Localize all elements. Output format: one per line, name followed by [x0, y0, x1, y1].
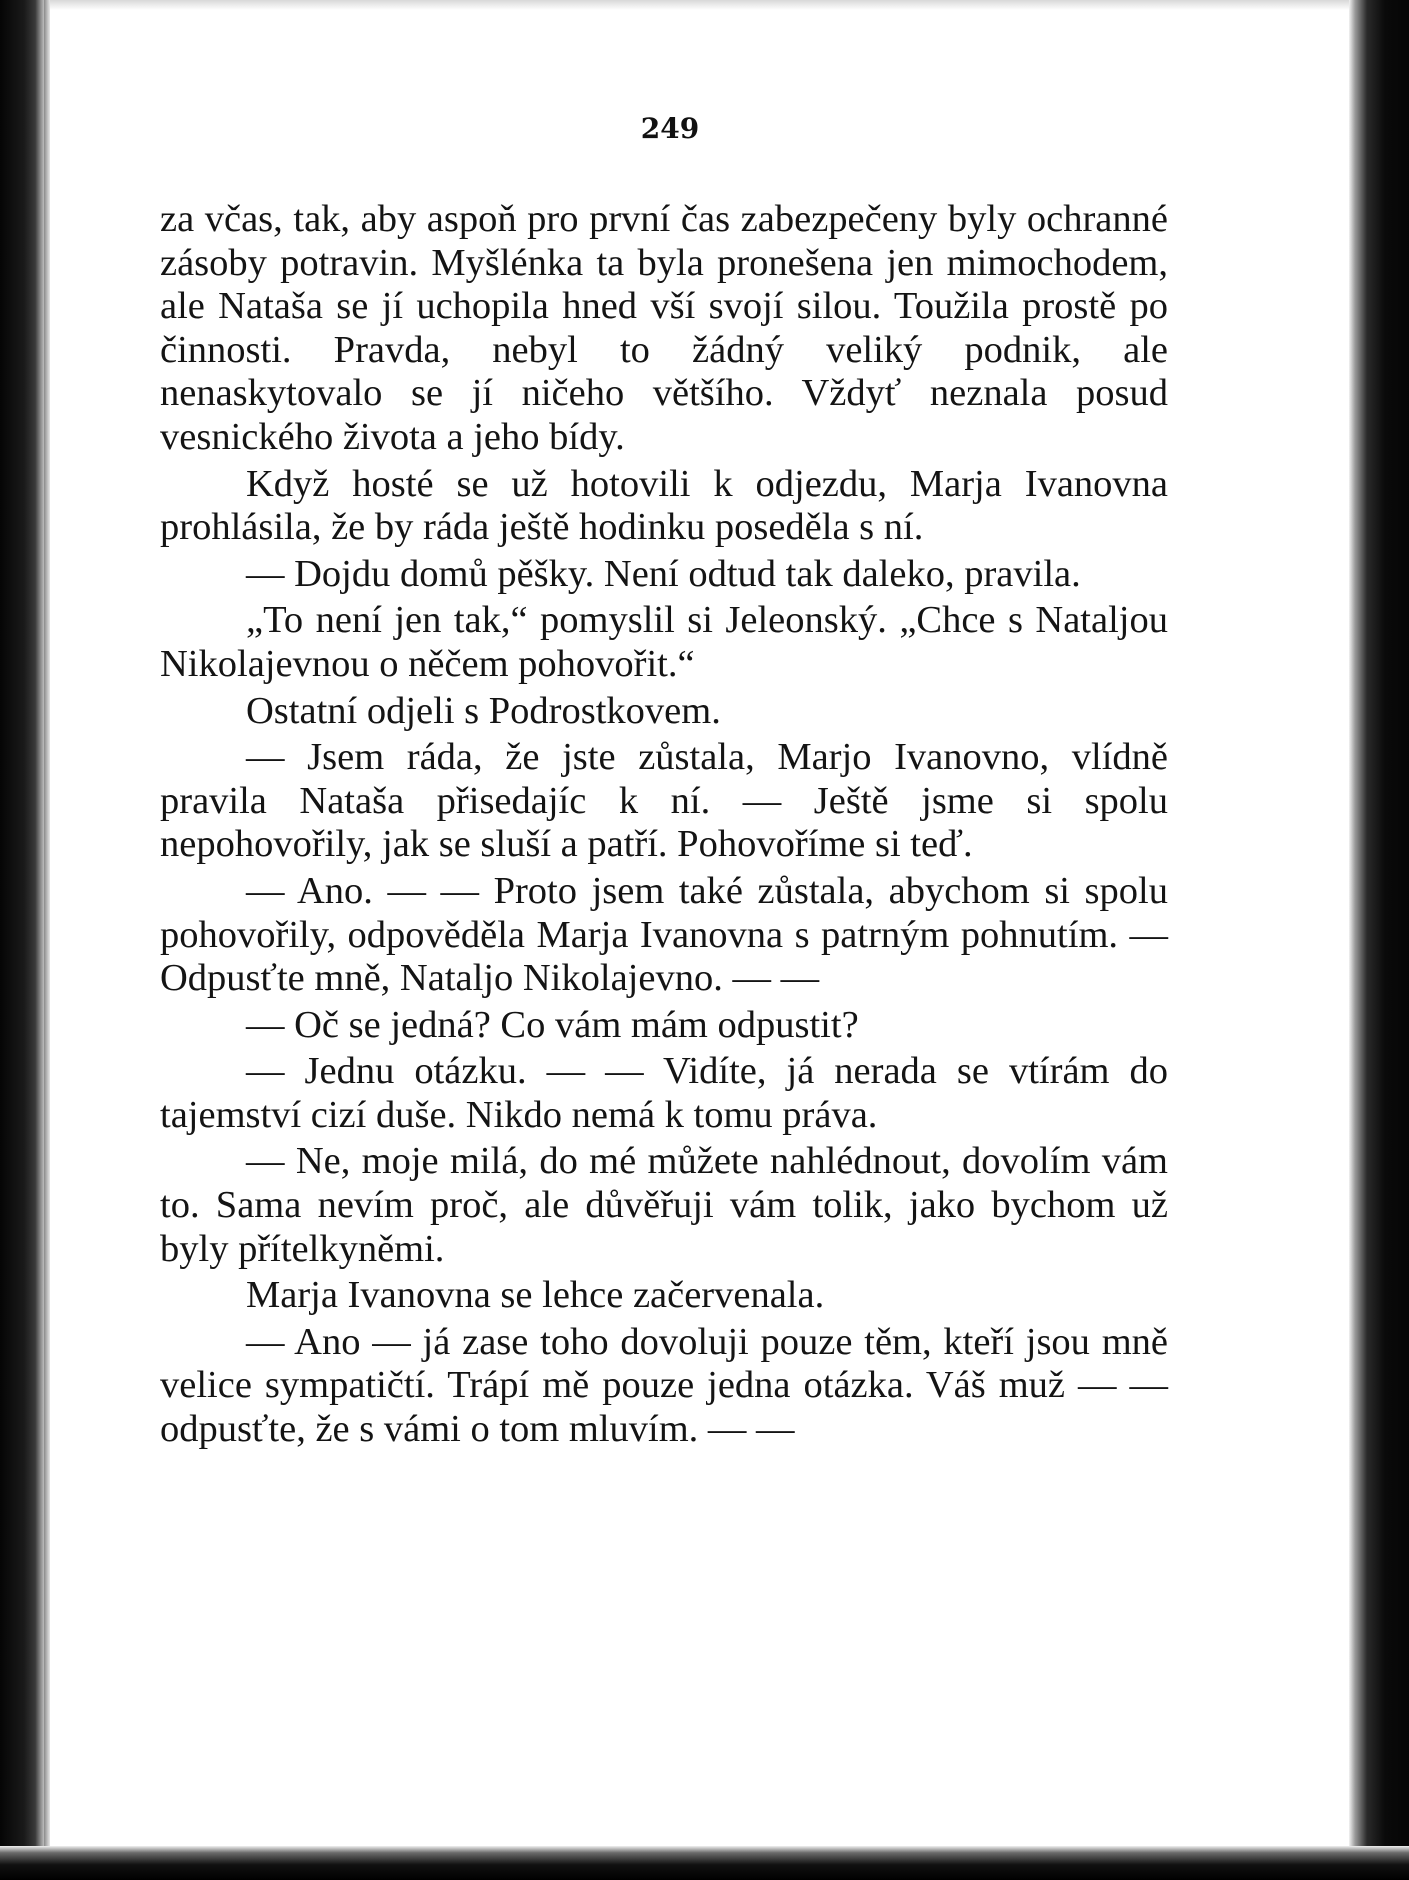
paragraph: — Oč se jedná? Co vám mám odpustit?	[246, 1003, 859, 1046]
paragraph: — Ne, moje milá, do mé můžete nahlédnout, dovolím vám to. Sama nevím proč, ale důvěřuji vám tolik, jako bychom už byly přítelkyněmi.	[160, 1140, 1168, 1270]
paragraph: za včas, tak, aby aspoň pro první čas zabezpečeny byly ochranné zásoby potravin. Myšlénka ta byla pronešena jen mimochodem, ale Nataša se jí uchopila hned vší svojí silou. Toužila prostě po činnosti. Pravda, nebyl to žádný veliký podnik, ale nenaskytovalo se jí ničeho většího. Vždyť neznala posud vesnického života a jeho bídy.	[160, 198, 1168, 458]
scan-left-edge-fade	[44, 0, 50, 1880]
paragraph: „To není jen tak,“ pomyslil si Jeleonský. „Chce s Nataljou Nikolajevnou o něčem pohovořit.“	[160, 599, 1168, 685]
scan-top-edge	[0, 0, 1409, 10]
paragraph: — Jsem ráda, že jste zůstala, Marjo Ivanovno, vlídně pravila Nataša přisedajíc k ní. — Ještě jsme si spolu nepohovořily, jak se sluší a patří. Pohovoříme si teď.	[160, 736, 1168, 866]
page-number: 249	[640, 112, 700, 145]
paragraph: Ostatní odjeli s Podrostkovem.	[246, 689, 721, 732]
scan-bottom-edge	[0, 1846, 1409, 1880]
paragraph: — Ano. — — Proto jsem také zůstala, abychom si spolu pohovořily, odpověděla Marja Ivanovna s patrným pohnutím. — Odpusťte mně, Nataljo Nikolajevno. — —	[160, 869, 1168, 1000]
paragraph: Když hosté se už hotovili k odjezdu, Marja Ivanovna prohlásila, že by ráda ještě hodinku poseděla s ní.	[160, 462, 1168, 549]
scan-right-edge	[1349, 0, 1409, 1880]
paragraph: — Dojdu domů pěšky. Není odtud tak daleko, pravila.	[246, 552, 1081, 595]
paragraph: — Jednu otázku. — — Vidíte, já nerada se vtírám do tajemství cizí duše. Nikdo nemá k tomu práva.	[160, 1050, 1168, 1136]
paragraph: Marja Ivanovna se lehce začervenala.	[246, 1274, 825, 1317]
paragraph: — Ano — já zase toho dovoluji pouze těm, kteří jsou mně velice sympatičtí. Trápí mě pouze jedna otázka. Váš muž — — odpusťte, že s vámi o tom mluvím. — —	[160, 1320, 1168, 1451]
body-text	[160, 198, 1168, 1455]
scan-left-edge	[0, 0, 44, 1880]
